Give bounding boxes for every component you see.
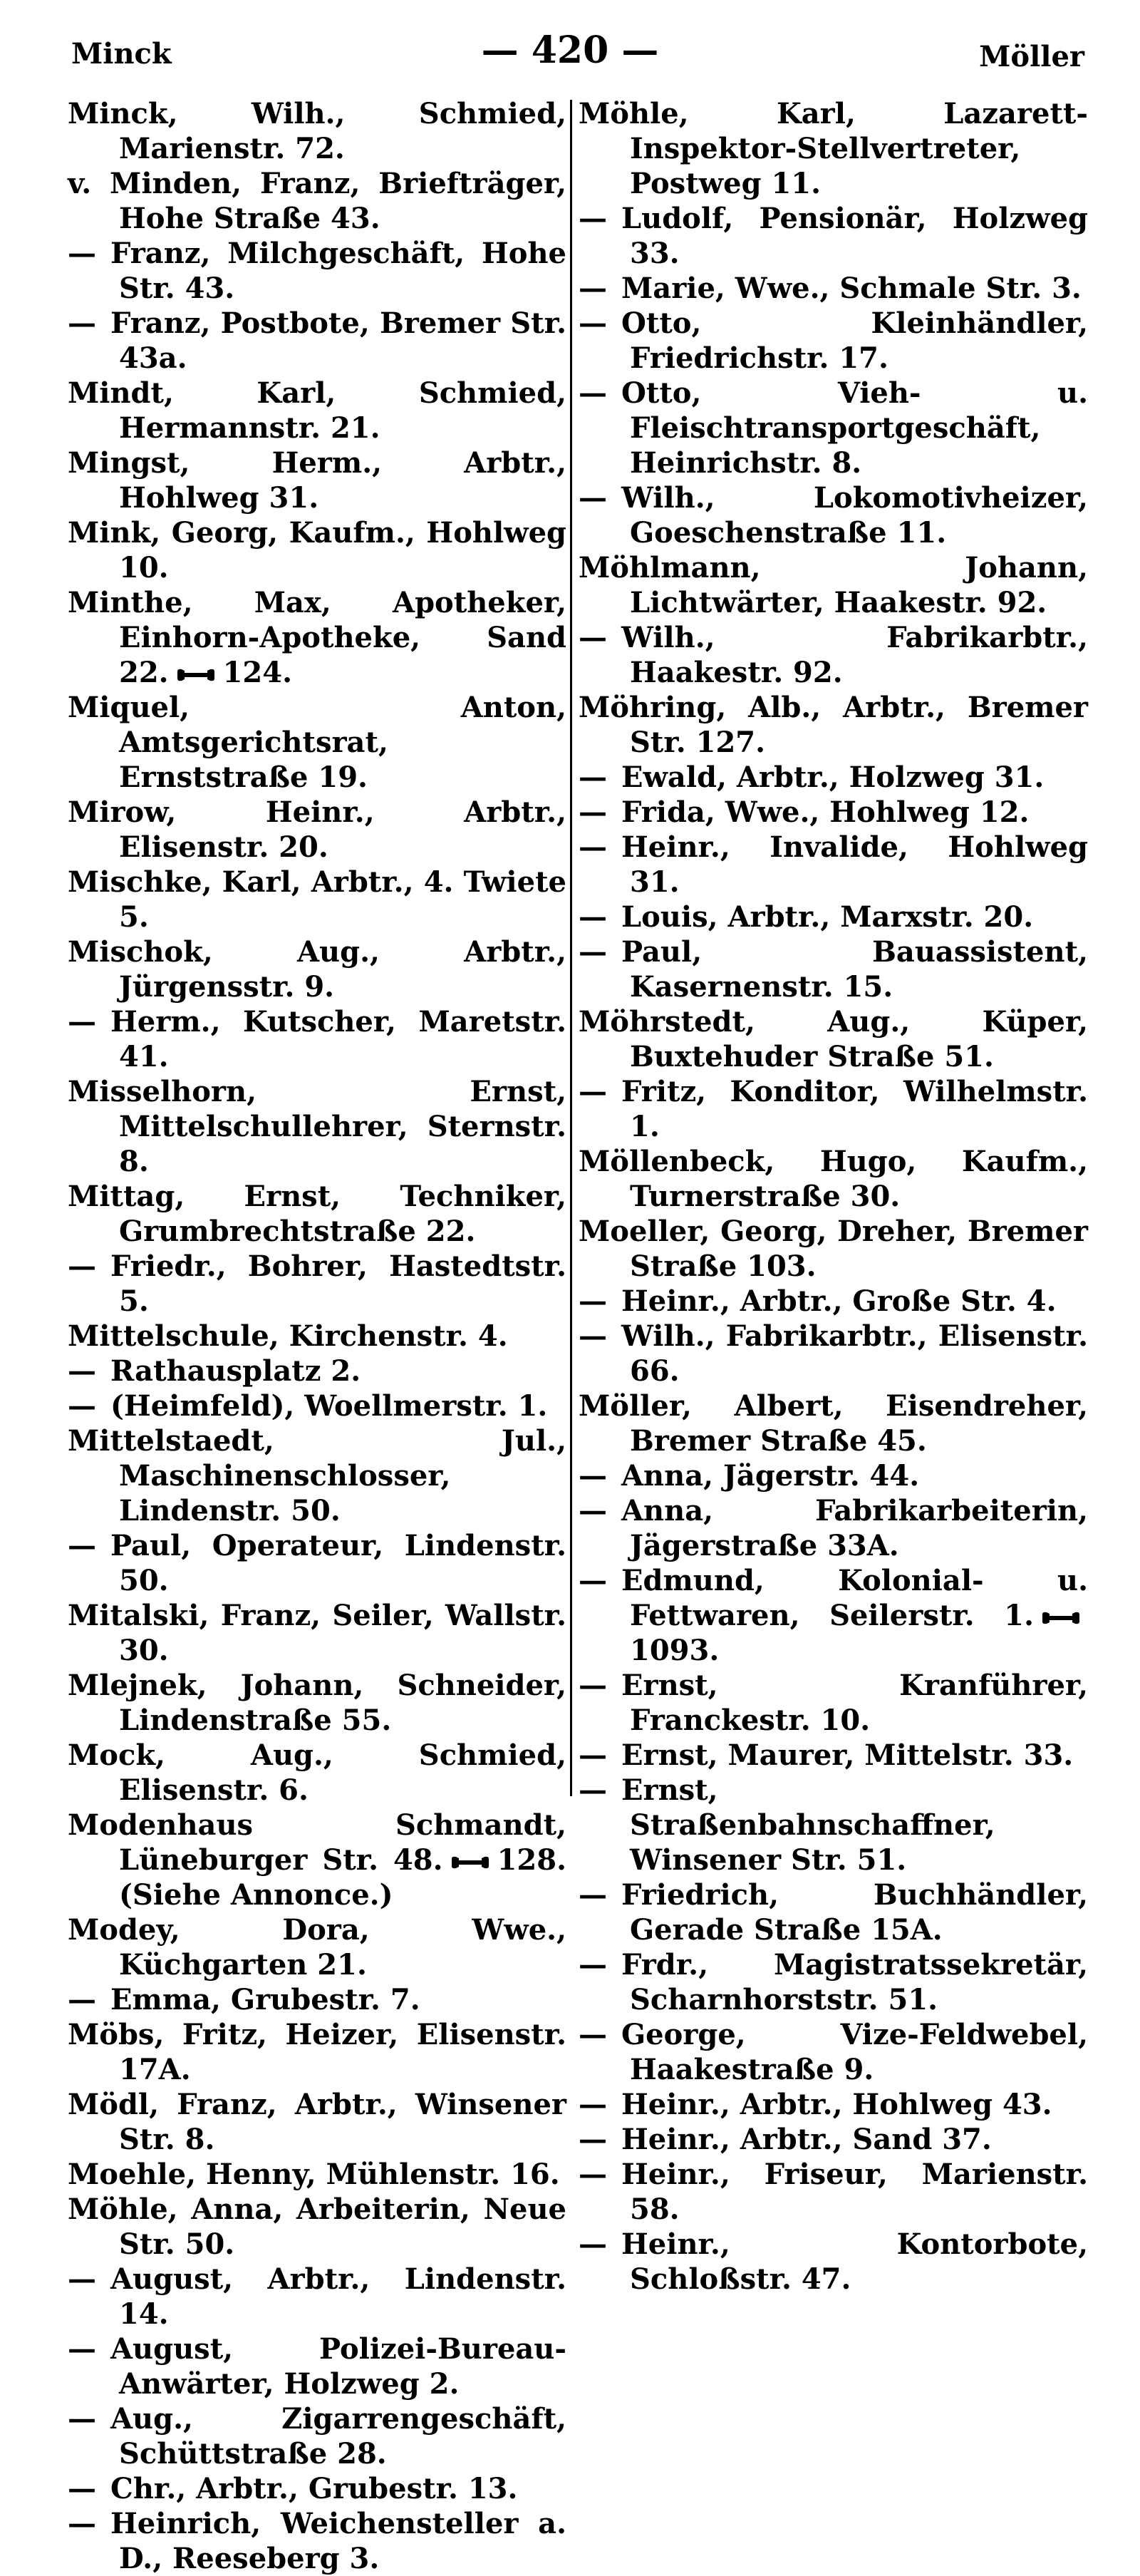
directory-entry	[68, 2262, 566, 2332]
page-number: — 420 —	[481, 29, 659, 72]
directory-entry	[68, 1808, 566, 1912]
directory-entry	[579, 1319, 1088, 1389]
directory-entry	[68, 934, 566, 1004]
repeat-dash: —	[579, 2158, 607, 2191]
entry-text: Mingst, Herm., Arbtr., Hohlweg 31.	[68, 446, 566, 515]
directory-entry	[68, 166, 566, 236]
entry-text: Moeller, Georg, Dreher, Bremer Straße 103.	[579, 1215, 1088, 1283]
entry-text: Möhrstedt, Aug., Küper, Buxtehuder Straße 51.	[579, 1005, 1088, 1073]
repeat-dash: —	[68, 1354, 96, 1388]
directory-entry	[68, 236, 566, 306]
entry-text: Möhlmann, Johann, Lichtwärter, Haakestr. 92.	[579, 551, 1088, 619]
entry-text: Wilh., Fabrikarbtr., Elisenstr. 66.	[621, 1319, 1088, 1388]
entry-text: Fritz, Konditor, Wilhelmstr. 1.	[621, 1075, 1088, 1143]
entry-text: Otto, Vieh- u. Fleischtransportgeschäft, Heinrichstr. 8.	[621, 376, 1088, 480]
repeat-dash: —	[579, 1284, 607, 1318]
directory-entry	[68, 1004, 566, 1074]
telephone-receiver-icon	[1041, 1610, 1081, 1626]
repeat-dash: —	[68, 2262, 96, 2296]
repeat-dash: —	[579, 830, 607, 864]
directory-entry	[579, 306, 1088, 376]
entry-text: Möller, Albert, Eisendreher, Bremer Straße 45.	[579, 1389, 1088, 1458]
directory-entry	[579, 2017, 1088, 2087]
entry-text: Mlejnek, Johann, Schneider, Lindenstraße 55.	[68, 1669, 566, 1737]
repeat-dash: —	[579, 621, 607, 654]
repeat-dash: —	[579, 2018, 607, 2051]
directory-entry	[68, 2087, 566, 2157]
repeat-dash: —	[579, 376, 607, 410]
directory-entry	[579, 1458, 1088, 1493]
directory-entry	[68, 2471, 566, 2506]
directory-entry	[579, 2227, 1088, 2297]
entry-text: Ernst, Straßenbahnschaffner, Winsener Str. 51.	[621, 1773, 995, 1877]
directory-entry	[68, 2017, 566, 2087]
repeat-dash: —	[579, 2088, 607, 2121]
directory-entry	[68, 1179, 566, 1249]
directory-entry	[579, 480, 1088, 550]
repeat-dash: —	[68, 1389, 96, 1423]
directory-entry	[68, 2192, 566, 2262]
repeat-dash: —	[68, 1250, 96, 1283]
directory-entry	[68, 865, 566, 934]
directory-entry	[68, 1668, 566, 1738]
entry-text: Mischke, Karl, Arbtr., 4. Twiete 5.	[68, 865, 566, 934]
repeat-dash: —	[579, 2227, 607, 2261]
repeat-dash: —	[579, 2123, 607, 2156]
entry-text: Heinr., Arbtr., Große Str. 4.	[621, 1284, 1057, 1318]
entry-text: Ewald, Arbtr., Holzweg 31.	[621, 761, 1045, 794]
directory-entry	[579, 1668, 1088, 1738]
directory-entry	[68, 690, 566, 795]
repeat-dash: —	[579, 1669, 607, 1702]
repeat-dash: —	[68, 1529, 96, 1562]
directory-entry	[68, 1074, 566, 1179]
entry-text: Otto, Kleinhändler, Friedrichstr. 17.	[621, 306, 1088, 375]
directory-entry	[579, 760, 1088, 795]
entry-text: Herm., Kutscher, Maretstr. 41.	[110, 1005, 566, 1073]
repeat-dash: —	[579, 1878, 607, 1912]
repeat-dash: —	[68, 2402, 96, 2436]
repeat-dash: —	[579, 1319, 607, 1353]
repeat-dash: —	[68, 2507, 96, 2540]
directory-entry	[579, 1563, 1088, 1668]
entry-text: v. Minden, Franz, Briefträger, Hohe Straße 43.	[68, 167, 566, 235]
entry-text: Heinr., Kontorbote, Schloßstr. 47.	[621, 2227, 1088, 2296]
telephone-number: 124.	[222, 656, 293, 689]
directory-entry	[68, 585, 566, 690]
directory-entry	[579, 1389, 1088, 1458]
repeat-dash: —	[579, 935, 607, 969]
repeat-dash: —	[579, 202, 607, 235]
directory-entry	[579, 2122, 1088, 2157]
directory-entry	[68, 1389, 566, 1423]
directory-entry	[68, 376, 566, 445]
entry-text: George, Vize-Feldwebel, Haakestraße 9.	[621, 2018, 1088, 2086]
entry-text: Miquel, Anton, Amtsgerichtsrat, Ernststraße 19.	[68, 691, 566, 794]
repeat-dash: —	[579, 306, 607, 340]
directory-entry	[68, 1982, 566, 2017]
entry-text: Wilh., Lokomotivheizer, Goeschenstraße 11.	[621, 481, 1088, 550]
directory-entry	[68, 795, 566, 865]
entry-text: Mittelstaedt, Jul., Maschinenschlosser, Lindenstr. 50.	[68, 1424, 566, 1527]
entry-text: Marie, Wwe., Schmale Str. 3.	[621, 272, 1082, 305]
entry-text: Frida, Wwe., Hohlweg 12.	[621, 795, 1030, 829]
entry-text: (Heimfeld), Woellmerstr. 1.	[110, 1389, 548, 1423]
repeat-dash: —	[579, 272, 607, 305]
entry-text: Misselhorn, Ernst, Mittelschullehrer, Sternstr. 8.	[68, 1075, 566, 1178]
directory-entry	[579, 1284, 1088, 1319]
directory-entry	[579, 2087, 1088, 2122]
repeat-dash: —	[68, 1005, 96, 1039]
directory-entry	[579, 830, 1088, 900]
repeat-dash: —	[579, 761, 607, 794]
entry-text: Louis, Arbtr., Marxstr. 20.	[621, 900, 1034, 934]
repeat-dash: —	[579, 900, 607, 934]
directory-entry	[68, 1249, 566, 1319]
entry-text: Möhring, Alb., Arbtr., Bremer Str. 127.	[579, 691, 1088, 759]
directory-entry	[68, 1423, 566, 1528]
entry-text: Mitalski, Franz, Seiler, Wallstr. 30.	[68, 1599, 566, 1667]
directory-entry	[579, 201, 1088, 271]
directory-entry	[68, 2332, 566, 2401]
directory-entry	[68, 2401, 566, 2471]
directory-entry	[579, 690, 1088, 760]
entry-text: Paul, Bauassistent, Kasernenstr. 15.	[621, 935, 1088, 1004]
header-left-catchword: Minck	[71, 37, 172, 71]
repeat-dash: —	[68, 306, 96, 340]
entry-text: Anna, Fabrikarbeiterin, Jägerstraße 33A.	[621, 1494, 1088, 1562]
entry-text: Rathausplatz 2.	[110, 1354, 361, 1388]
repeat-dash: —	[68, 2472, 96, 2505]
entry-text: Anna, Jägerstr. 44.	[621, 1459, 920, 1493]
telephone-receiver-icon	[450, 1855, 490, 1870]
entry-text: Ernst, Maurer, Mittelstr. 33.	[621, 1738, 1074, 1772]
directory-entry	[579, 271, 1088, 306]
entry-text: Mittag, Ernst, Techniker, Grumbrechtstraße 22.	[68, 1180, 566, 1248]
repeat-dash: —	[579, 1564, 607, 1597]
entry-text: Heinr., Invalide, Hohlweg 31.	[621, 830, 1088, 899]
repeat-dash: —	[579, 1075, 607, 1108]
directory-entry	[68, 1319, 566, 1354]
directory-entry	[68, 1354, 566, 1389]
entry-text: Minck, Wilh., Schmied, Marienstr. 72.	[68, 97, 566, 165]
repeat-dash: —	[579, 481, 607, 515]
directory-entry	[68, 1598, 566, 1668]
entry-text: Frdr., Magistratssekretär, Scharnhorststr. 51.	[621, 1948, 1088, 2016]
directory-entry	[579, 1738, 1088, 1773]
directory-entry	[579, 795, 1088, 830]
entry-text: Minthe, Max, Apotheker, Einhorn-Apotheke, Sand 22.	[68, 586, 566, 689]
repeat-dash: —	[579, 795, 607, 829]
left-column	[68, 96, 566, 2576]
entry-text: Paul, Operateur, Lindenstr. 50.	[110, 1529, 566, 1597]
repeat-dash: —	[68, 237, 96, 270]
entry-text: Möbs, Fritz, Heizer, Elisenstr. 17A.	[68, 2018, 566, 2086]
entry-text: Modenhaus Schmandt, Lüneburger Str. 48.	[68, 1808, 566, 1877]
entry-text: Modey, Dora, Wwe., Küchgarten 21.	[68, 1913, 566, 1982]
entry-text: Franz, Milchgeschäft, Hohe Str. 43.	[110, 237, 566, 305]
directory-entry	[579, 1144, 1088, 1214]
repeat-dash: —	[579, 1773, 607, 1807]
directory-entry	[68, 2506, 566, 2576]
repeat-dash: —	[579, 1494, 607, 1527]
directory-entry	[68, 445, 566, 515]
entry-text: Heinr., Arbtr., Hohlweg 43.	[621, 2088, 1052, 2121]
entry-text: Mirow, Heinr., Arbtr., Elisenstr. 20.	[68, 795, 566, 864]
repeat-dash: —	[579, 1948, 607, 1982]
entry-text: Friedrich, Buchhändler, Gerade Straße 15A.	[621, 1878, 1088, 1947]
directory-entry	[68, 1738, 566, 1808]
directory-entry	[579, 934, 1088, 1004]
directory-entry	[68, 1528, 566, 1598]
directory-entry	[579, 1074, 1088, 1144]
entry-text: Franz, Postbote, Bremer Str. 43a.	[110, 306, 566, 375]
entry-text: Mödl, Franz, Arbtr., Winsener Str. 8.	[68, 2088, 566, 2156]
repeat-dash: —	[579, 1459, 607, 1493]
directory-entry	[68, 306, 566, 376]
entry-text: Möhle, Anna, Arbeiterin, Neue Str. 50.	[68, 2193, 566, 2261]
entry-text: Möhle, Karl, Lazarett-Inspektor-Stellvertreter, Postweg 11.	[579, 97, 1088, 200]
entry-text: Wilh., Fabrikarbtr., Haakestr. 92.	[621, 621, 1088, 689]
right-column	[579, 96, 1088, 2297]
directory-entry	[68, 96, 566, 166]
directory-entry	[68, 1912, 566, 1982]
directory-entry	[68, 2157, 566, 2192]
directory-entry	[579, 1877, 1088, 1947]
entry-text: Heinrich, Weichensteller a. D., Reeseberg 3.	[110, 2507, 566, 2575]
directory-entry	[579, 96, 1088, 201]
directory-entry	[579, 1004, 1088, 1074]
repeat-dash: —	[579, 1738, 607, 1772]
directory-entry	[579, 1773, 1088, 1877]
directory-entry	[579, 550, 1088, 620]
entry-text: Friedr., Bohrer, Hastedtstr. 5.	[110, 1250, 566, 1318]
page-header	[0, 0, 1140, 78]
telephone-number: 128. (Siehe Annonce.)	[119, 1843, 566, 1912]
directory-entry	[579, 620, 1088, 690]
telephone-number: 1093.	[630, 1634, 720, 1667]
entry-text: Mink, Georg, Kaufm., Hohlweg 10.	[68, 516, 566, 584]
entry-text: Mischok, Aug., Arbtr., Jürgensstr. 9.	[68, 935, 566, 1004]
header-right-catchword: Möller	[979, 40, 1084, 73]
entry-text: August, Arbtr., Lindenstr. 14.	[110, 2262, 566, 2331]
column-divider	[570, 100, 572, 1796]
entry-text: Emma, Grubestr. 7.	[110, 1983, 420, 2016]
entry-text: Moehle, Henny, Mühlenstr. 16.	[68, 2158, 560, 2191]
directory-entry	[579, 376, 1088, 480]
telephone-receiver-icon	[176, 667, 216, 683]
entry-text: Ludolf, Pensionär, Holzweg 33.	[621, 202, 1088, 270]
entry-text: Mittelschule, Kirchenstr. 4.	[68, 1319, 508, 1353]
directory-entry	[579, 2157, 1088, 2227]
repeat-dash: —	[68, 2332, 96, 2366]
entry-text: Aug., Zigarrengeschäft, Schüttstraße 28.	[110, 2402, 566, 2471]
entry-text: Ernst, Kranführer, Franckestr. 10.	[621, 1669, 1088, 1737]
entry-text: Heinr., Friseur, Marienstr. 58.	[621, 2158, 1088, 2226]
directory-entry	[579, 1493, 1088, 1563]
repeat-dash: —	[68, 1983, 96, 2016]
entry-text: Möllenbeck, Hugo, Kaufm., Turnerstraße 30.	[579, 1145, 1088, 1213]
entry-text: Edmund, Kolonial- u. Fettwaren, Seilerstr. 1.	[621, 1564, 1088, 1632]
directory-entry	[579, 1947, 1088, 2017]
directory-entry	[68, 515, 566, 585]
entry-text: August, Polizei-Bureau-Anwärter, Holzweg 2.	[110, 2332, 566, 2401]
directory-entry	[579, 900, 1088, 934]
entry-text: Chr., Arbtr., Grubestr. 13.	[110, 2472, 518, 2505]
entry-text: Mindt, Karl, Schmied, Hermannstr. 21.	[68, 376, 566, 445]
directory-entry	[579, 1214, 1088, 1284]
entry-text: Heinr., Arbtr., Sand 37.	[621, 2123, 992, 2156]
entry-text: Mock, Aug., Schmied, Elisenstr. 6.	[68, 1738, 566, 1807]
